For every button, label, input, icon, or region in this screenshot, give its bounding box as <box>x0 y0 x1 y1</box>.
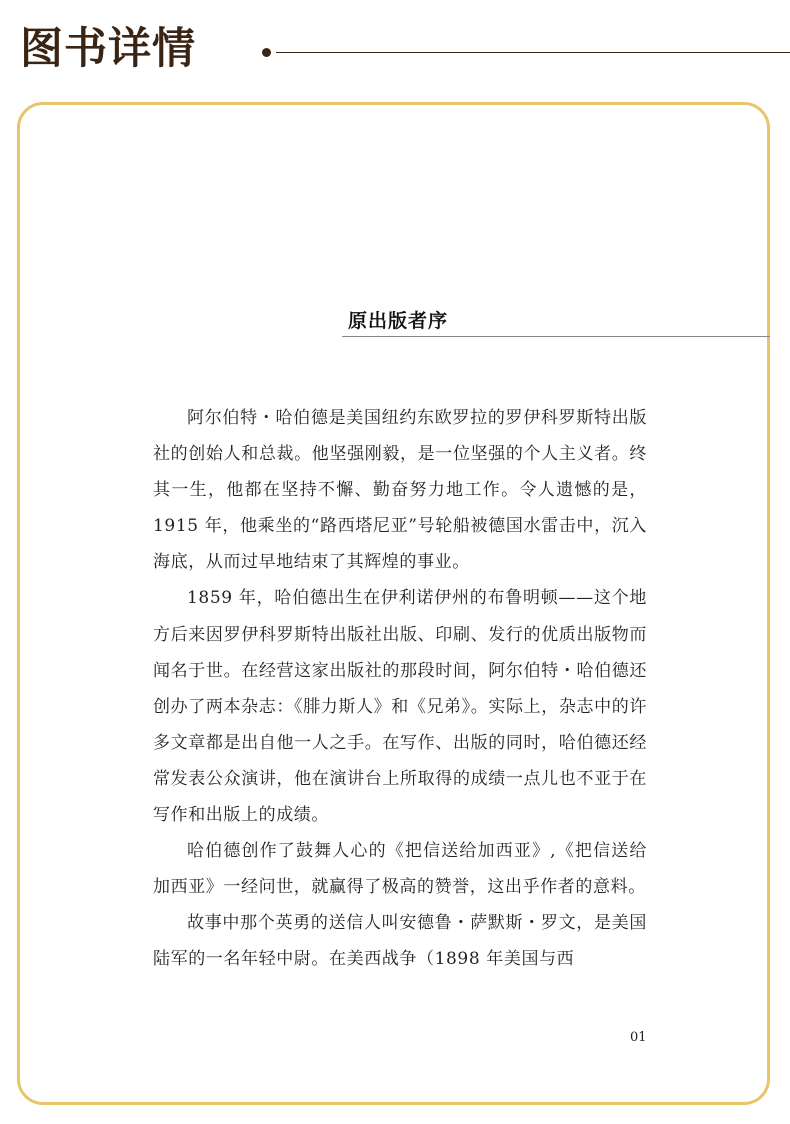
paragraph: 1859 年，哈伯德出生在伊利诺伊州的布鲁明顿——这个地方后来因罗伊科罗斯特出版社出版、印刷、发行的优质出版物而闻名于世。在经营这家出版社的那段时间，阿尔伯特・哈伯德还创办了两本杂志：《腓力斯人》和《兄弟》。实际上，杂志中的许多文章都是出自他一人之手。在写作、出版的同时，哈伯德还经常发表公众演讲，他在演讲台上所取得的成绩一点儿也不亚于在写作和出版上的成绩。 <box>153 588 647 826</box>
preface-title: 原出版者序 <box>348 310 449 332</box>
preface-title-rule <box>342 336 770 337</box>
paragraph: 哈伯德创作了鼓舞人心的《把信送给加西亚》,《把信送给加西亚》一经问世，就赢得了极高的赞誉，这出乎作者的意料。 <box>153 841 647 898</box>
page-number: 01 <box>630 1030 647 1045</box>
paragraph: 阿尔伯特・哈伯德是美国纽约东欧罗拉的罗伊科罗斯特出版社的创始人和总裁。他坚强刚毅，是一位坚强的个人主义者。终其一生，他都在坚持不懈、勤奋努力地工作。令人遗憾的是，1915 年，他乘坐的“路西塔尼亚”号轮船被德国水雷击中，沉入海底，从而过早地结束了其辉煌的事业。 <box>153 408 647 573</box>
paragraph: 故事中那个英勇的送信人叫安德鲁・萨默斯・罗文，是美国陆军的一名年轻中尉。在美西战争（1898 年美国与西 <box>153 913 647 970</box>
header-bullet-icon <box>262 48 271 57</box>
header-title: 图书详情 <box>20 24 196 74</box>
preface-body <box>153 400 647 978</box>
header-divider <box>276 52 790 53</box>
